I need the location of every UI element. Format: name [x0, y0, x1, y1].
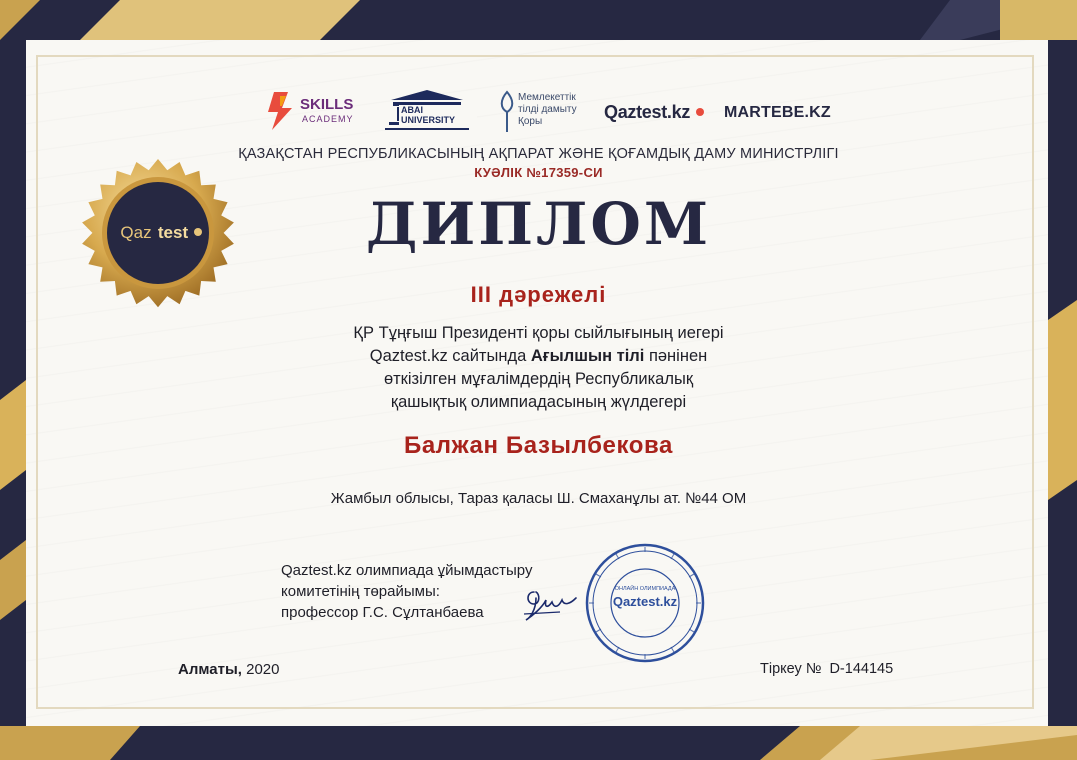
martebe-logo-text: MARTEBE.KZ: [724, 104, 831, 121]
handwritten-signature: [520, 578, 582, 626]
skills-academy-icon: [264, 90, 298, 130]
gold-stripe-top-left: [80, 0, 360, 40]
abai-university-logo: [377, 86, 477, 142]
committee-line-1: Qaztest.kz олимпиада ұйымдастыру: [281, 562, 533, 579]
fund-leaf-icon: [498, 90, 516, 134]
skills-logo-subtext: ACADEMY: [302, 114, 354, 124]
committee-line-2: комитетінің төрайымы:: [281, 583, 440, 600]
fund-logo-text: Мемлекеттік тілді дамыту Қоры: [518, 92, 577, 127]
subject-name: Ағылшын тілі: [530, 347, 645, 365]
issue-year: 2020: [246, 661, 280, 678]
issue-place-date: [178, 661, 279, 678]
seal-brand-text: Qaz: [120, 223, 152, 242]
license-number: КУӘЛІК №17359-СИ: [474, 165, 603, 180]
recipient-school: Жамбыл облысы, Тараз қаласы Ш. Смаханұлы ат. №44 ОМ: [330, 490, 747, 507]
diploma-title: ДИПЛОМ: [365, 190, 712, 258]
award-description: [0, 322, 1077, 414]
award-line-1: ҚР Тұңғыш Президенті қоры сыйлығының иегері: [353, 324, 724, 342]
martebe-logo: [724, 86, 831, 142]
svg-text:test: test: [157, 223, 189, 242]
gold-stripe-top-right: [1000, 0, 1077, 40]
award-line-2-suffix: пәнінен: [644, 347, 708, 365]
award-line-2: [0, 345, 1077, 368]
recipient-name: Балжан Базылбекова: [403, 432, 674, 459]
qaztest-logo: [604, 86, 708, 142]
abai-logo-text: ABAI UNIVERSITY: [399, 105, 477, 125]
diploma-degree: III дәрежелі: [470, 282, 607, 307]
partner-logos: [262, 86, 831, 142]
registration-label: Тіркеу №: [760, 661, 822, 677]
committee-line-3: профессор Г.С. Сұлтанбаева: [281, 604, 484, 621]
state-language-fund-logo: [498, 86, 594, 142]
award-line-4: қашықтық олимпиадасының жүлдегері: [390, 393, 687, 411]
registration-number: D-144145: [829, 661, 894, 677]
committee-chair: [281, 560, 532, 623]
skills-academy-logo: [262, 86, 362, 142]
registration-info: [760, 661, 893, 677]
qaztest-logo-text: Qaztest.kz: [604, 102, 691, 122]
skills-logo-text: SKILLS: [300, 96, 354, 113]
stamp-top-text: ОНЛАЙН ОЛИМПИАДА: [614, 586, 676, 592]
ministry-header: ҚАЗАҚСТАН РЕСПУБЛИКАСЫНЫҢ АҚПАРАТ ЖӘНЕ ҚОҒАМДЫҚ ДАМУ МИНИСТРЛІГІ: [238, 146, 839, 162]
award-line-2-prefix: Qaztest.kz сайтында: [369, 347, 531, 365]
official-stamp: [584, 542, 706, 664]
qaztest-logo-dot-icon: [696, 108, 704, 116]
stamp-brand-text: Qaztest.kz: [612, 594, 678, 609]
award-line-3: өткізілген мұғалімдердің Республикалық: [383, 370, 694, 388]
issue-city: Алматы,: [178, 661, 242, 678]
